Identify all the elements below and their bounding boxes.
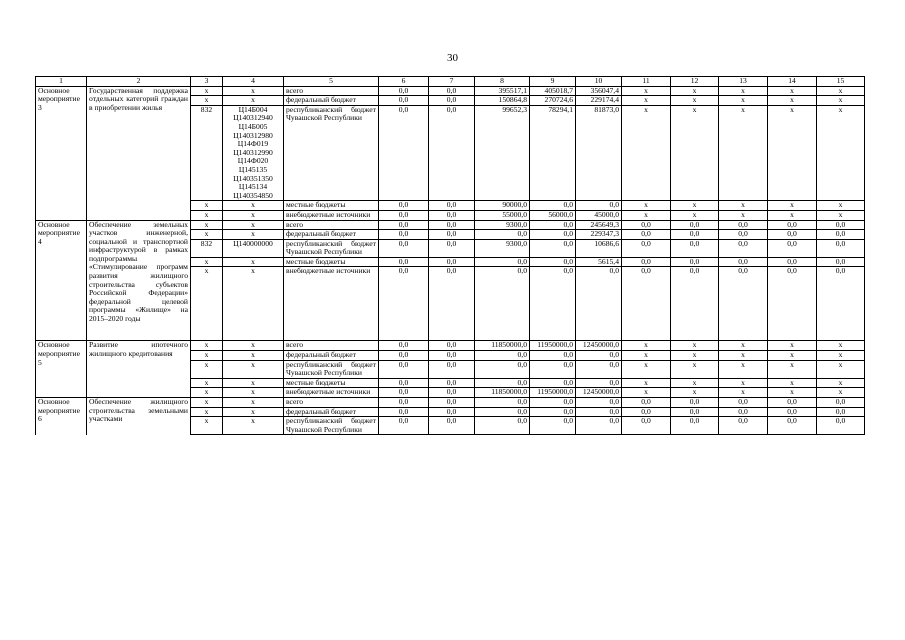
value-2014: 0,0	[379, 417, 429, 435]
value-2014: 0,0	[379, 105, 429, 201]
funding-source: местные бюджеты	[284, 378, 379, 388]
value-2015: 0,0	[429, 267, 475, 341]
value-2014: 0,0	[379, 210, 429, 220]
value-2017: 0,0	[530, 417, 576, 435]
value-2015: 0,0	[429, 341, 475, 351]
value-2023: х	[817, 96, 865, 106]
value-2019: х	[622, 351, 671, 361]
value-2014: 0,0	[379, 351, 429, 361]
header-cell: 8	[475, 77, 530, 87]
value-2016: 11850000,0	[475, 341, 530, 351]
value-2014: 0,0	[379, 398, 429, 408]
value-2016: 0,0	[475, 351, 530, 361]
value-2018: 45000,0	[576, 210, 622, 220]
value-2021: 0,0	[719, 220, 768, 230]
value-2017: 0,0	[530, 267, 576, 341]
value-2020: 0,0	[671, 239, 719, 257]
grbs-code: х	[191, 210, 223, 220]
value-2016: 90000,0	[475, 201, 530, 211]
target-article: х	[223, 378, 284, 388]
value-2016: 395517,1	[475, 86, 530, 96]
value-2022: х	[768, 341, 817, 351]
header-cell: 7	[429, 77, 475, 87]
value-2022: х	[768, 388, 817, 398]
value-2020: 0,0	[671, 398, 719, 408]
event-label: Основное мероприятие 3	[36, 86, 87, 220]
value-2016: 0,0	[475, 378, 530, 388]
value-2015: 0,0	[429, 105, 475, 201]
value-2019: х	[622, 341, 671, 351]
value-2021: 0,0	[719, 230, 768, 240]
header-cell: 15	[817, 77, 865, 87]
value-2018: 12450000,0	[576, 388, 622, 398]
value-2021: х	[719, 351, 768, 361]
target-article: х	[223, 201, 284, 211]
value-2020: х	[671, 201, 719, 211]
value-2017: 0,0	[530, 257, 576, 267]
target-article: х	[223, 96, 284, 106]
event-label: Основное мероприятие 4	[36, 220, 87, 341]
value-2018: 12450000,0	[576, 341, 622, 351]
event-name: Развитие ипотечного жилищного кредитования	[87, 341, 191, 398]
event-name: Государственная поддержка отдельных категорий граждан в приобретении жилья	[87, 86, 191, 220]
value-2014: 0,0	[379, 267, 429, 341]
value-2017: 56000,0	[530, 210, 576, 220]
value-2022: х	[768, 378, 817, 388]
table-row	[36, 341, 865, 351]
value-2018: 0,0	[576, 201, 622, 211]
value-2017: 0,0	[530, 239, 576, 257]
funding-source: федеральный бюджет	[284, 230, 379, 240]
value-2015: 0,0	[429, 388, 475, 398]
grbs-code: х	[191, 267, 223, 341]
event-label: Основное мероприятие 6	[36, 398, 87, 435]
value-2014: 0,0	[379, 257, 429, 267]
value-2016: 0,0	[475, 398, 530, 408]
target-article: х	[223, 398, 284, 408]
value-2017: 0,0	[530, 407, 576, 417]
value-2020: 0,0	[671, 257, 719, 267]
value-2018: 229174,4	[576, 96, 622, 106]
value-2019: 0,0	[622, 267, 671, 341]
value-2023: х	[817, 378, 865, 388]
value-2015: 0,0	[429, 239, 475, 257]
value-2014: 0,0	[379, 407, 429, 417]
target-article: х	[223, 230, 284, 240]
value-2023: 0,0	[817, 230, 865, 240]
value-2019: 0,0	[622, 239, 671, 257]
value-2015: 0,0	[429, 201, 475, 211]
header-cell: 11	[622, 77, 671, 87]
value-2021: 0,0	[719, 239, 768, 257]
header-cell: 5	[284, 77, 379, 87]
funding-source: всего	[284, 86, 379, 96]
header-cell: 2	[87, 77, 191, 87]
value-2021: х	[719, 360, 768, 378]
grbs-code: х	[191, 388, 223, 398]
grbs-code: х	[191, 360, 223, 378]
value-2019: 0,0	[622, 220, 671, 230]
funding-source: внебюджетные источники	[284, 388, 379, 398]
target-article: х	[223, 351, 284, 361]
funding-source: всего	[284, 341, 379, 351]
value-2016: 0,0	[475, 230, 530, 240]
value-2014: 0,0	[379, 201, 429, 211]
value-2018: 0,0	[576, 267, 622, 341]
value-2015: 0,0	[429, 220, 475, 230]
value-2019: х	[622, 105, 671, 201]
value-2016: 9300,0	[475, 239, 530, 257]
header-cell: 4	[223, 77, 284, 87]
value-2015: 0,0	[429, 86, 475, 96]
target-article: х	[223, 86, 284, 96]
value-2022: 0,0	[768, 267, 817, 341]
header-cell: 10	[576, 77, 622, 87]
value-2018: 5615,4	[576, 257, 622, 267]
grbs-code: х	[191, 201, 223, 211]
value-2021: 0,0	[719, 407, 768, 417]
value-2023: 0,0	[817, 257, 865, 267]
value-2021: х	[719, 210, 768, 220]
value-2014: 0,0	[379, 341, 429, 351]
value-2015: 0,0	[429, 398, 475, 408]
value-2023: 0,0	[817, 220, 865, 230]
value-2019: х	[622, 201, 671, 211]
funding-source: местные бюджеты	[284, 257, 379, 267]
value-2014: 0,0	[379, 230, 429, 240]
value-2022: 0,0	[768, 257, 817, 267]
value-2023: х	[817, 86, 865, 96]
value-2015: 0,0	[429, 360, 475, 378]
value-2014: 0,0	[379, 239, 429, 257]
value-2020: 0,0	[671, 220, 719, 230]
value-2014: 0,0	[379, 388, 429, 398]
value-2016: 0,0	[475, 360, 530, 378]
value-2020: 0,0	[671, 417, 719, 435]
value-2021: 0,0	[719, 417, 768, 435]
value-2022: 0,0	[768, 220, 817, 230]
target-article: Ц140000000	[223, 239, 284, 257]
value-2019: х	[622, 388, 671, 398]
value-2016: 55000,0	[475, 210, 530, 220]
value-2015: 0,0	[429, 210, 475, 220]
value-2019: 0,0	[622, 230, 671, 240]
value-2023: х	[817, 210, 865, 220]
grbs-code: х	[191, 220, 223, 230]
value-2019: 0,0	[622, 398, 671, 408]
funding-source: федеральный бюджет	[284, 351, 379, 361]
value-2022: х	[768, 86, 817, 96]
value-2016: 11850000,0	[475, 388, 530, 398]
value-2017: 0,0	[530, 351, 576, 361]
value-2014: 0,0	[379, 378, 429, 388]
value-2019: х	[622, 360, 671, 378]
target-article: х	[223, 210, 284, 220]
value-2014: 0,0	[379, 96, 429, 106]
value-2021: х	[719, 341, 768, 351]
grbs-code: х	[191, 378, 223, 388]
value-2022: 0,0	[768, 417, 817, 435]
value-2019: 0,0	[622, 417, 671, 435]
table-row	[36, 86, 865, 96]
value-2016: 9300,0	[475, 220, 530, 230]
value-2022: 0,0	[768, 407, 817, 417]
event-name: Обеспечение жилищного строительства земельными участками	[87, 398, 191, 435]
value-2021: 0,0	[719, 398, 768, 408]
value-2019: х	[622, 86, 671, 96]
value-2020: х	[671, 378, 719, 388]
grbs-code: х	[191, 230, 223, 240]
header-cell: 14	[768, 77, 817, 87]
value-2018: 0,0	[576, 398, 622, 408]
value-2017: 11950000,0	[530, 341, 576, 351]
value-2018: 81873,0	[576, 105, 622, 201]
value-2016: 0,0	[475, 417, 530, 435]
value-2020: х	[671, 360, 719, 378]
value-2023: 0,0	[817, 417, 865, 435]
page-number: 30	[447, 52, 458, 64]
value-2016: 0,0	[475, 407, 530, 417]
value-2018: 356047,4	[576, 86, 622, 96]
budget-table	[35, 76, 865, 435]
value-2023: 0,0	[817, 267, 865, 341]
value-2020: х	[671, 341, 719, 351]
grbs-code: 832	[191, 239, 223, 257]
value-2015: 0,0	[429, 378, 475, 388]
value-2022: 0,0	[768, 398, 817, 408]
grbs-code: х	[191, 407, 223, 417]
grbs-code: 832	[191, 105, 223, 201]
grbs-code: х	[191, 351, 223, 361]
value-2022: х	[768, 201, 817, 211]
grbs-code: х	[191, 86, 223, 96]
value-2017: 78294,1	[530, 105, 576, 201]
header-cell: 3	[191, 77, 223, 87]
value-2021: х	[719, 105, 768, 201]
value-2021: х	[719, 378, 768, 388]
value-2015: 0,0	[429, 230, 475, 240]
value-2016: 0,0	[475, 267, 530, 341]
value-2018: 0,0	[576, 378, 622, 388]
header-cell: 9	[530, 77, 576, 87]
value-2020: х	[671, 86, 719, 96]
value-2020: 0,0	[671, 407, 719, 417]
value-2023: х	[817, 388, 865, 398]
value-2023: 0,0	[817, 239, 865, 257]
value-2017: 0,0	[530, 360, 576, 378]
grbs-code: х	[191, 257, 223, 267]
value-2014: 0,0	[379, 86, 429, 96]
target-article: Ц14Б004 Ц140312940 Ц14Б005 Ц140312980 Ц14Ф019 Ц140312990 Ц14Ф020 Ц145135 Ц140351350 Ц145134 Ц140354850	[223, 105, 284, 201]
table-row	[36, 220, 865, 230]
value-2017: 270724,6	[530, 96, 576, 106]
value-2020: х	[671, 351, 719, 361]
funding-source: федеральный бюджет	[284, 96, 379, 106]
value-2020: х	[671, 210, 719, 220]
value-2023: х	[817, 341, 865, 351]
value-2015: 0,0	[429, 417, 475, 435]
event-label: Основное мероприятие 5	[36, 341, 87, 398]
value-2015: 0,0	[429, 407, 475, 417]
value-2023: х	[817, 351, 865, 361]
value-2016: 150864,8	[475, 96, 530, 106]
value-2016: 0,0	[475, 257, 530, 267]
value-2023: 0,0	[817, 398, 865, 408]
target-article: х	[223, 341, 284, 351]
grbs-code: х	[191, 96, 223, 106]
header-cell: 6	[379, 77, 429, 87]
grbs-code: х	[191, 398, 223, 408]
funding-source: местные бюджеты	[284, 201, 379, 211]
value-2017: 0,0	[530, 230, 576, 240]
value-2022: 0,0	[768, 230, 817, 240]
value-2020: х	[671, 105, 719, 201]
target-article: х	[223, 257, 284, 267]
value-2023: х	[817, 201, 865, 211]
value-2021: х	[719, 86, 768, 96]
value-2018: 0,0	[576, 417, 622, 435]
value-2023: х	[817, 360, 865, 378]
value-2022: х	[768, 351, 817, 361]
table-row	[36, 398, 865, 408]
value-2021: 0,0	[719, 267, 768, 341]
funding-source: республиканский бюджет Чувашской Республики	[284, 239, 379, 257]
value-2017: 0,0	[530, 378, 576, 388]
value-2015: 0,0	[429, 257, 475, 267]
value-2018: 229347,3	[576, 230, 622, 240]
value-2020: х	[671, 96, 719, 106]
funding-source: республиканский бюджет Чувашской Республики	[284, 360, 379, 378]
value-2022: х	[768, 96, 817, 106]
value-2016: 99652,3	[475, 105, 530, 201]
value-2021: х	[719, 388, 768, 398]
funding-source: внебюджетные источники	[284, 267, 379, 341]
target-article: х	[223, 360, 284, 378]
grbs-code: х	[191, 417, 223, 435]
value-2021: 0,0	[719, 257, 768, 267]
value-2021: х	[719, 201, 768, 211]
value-2022: 0,0	[768, 239, 817, 257]
value-2022: х	[768, 105, 817, 201]
header-cell: 1	[36, 77, 87, 87]
value-2019: 0,0	[622, 407, 671, 417]
header-cell: 13	[719, 77, 768, 87]
value-2018: 10686,6	[576, 239, 622, 257]
target-article: х	[223, 407, 284, 417]
funding-source: внебюджетные источники	[284, 210, 379, 220]
value-2019: х	[622, 210, 671, 220]
target-article: х	[223, 267, 284, 341]
value-2017: 405018,7	[530, 86, 576, 96]
value-2023: 0,0	[817, 407, 865, 417]
value-2018: 0,0	[576, 351, 622, 361]
value-2017: 0,0	[530, 398, 576, 408]
funding-source: республиканский бюджет Чувашской Республики	[284, 105, 379, 201]
value-2019: х	[622, 96, 671, 106]
header-cell: 12	[671, 77, 719, 87]
value-2020: 0,0	[671, 267, 719, 341]
target-article: х	[223, 417, 284, 435]
value-2018: 245649,3	[576, 220, 622, 230]
header-row	[36, 77, 865, 87]
funding-source: всего	[284, 398, 379, 408]
value-2017: 0,0	[530, 220, 576, 230]
funding-source: всего	[284, 220, 379, 230]
value-2023: х	[817, 105, 865, 201]
value-2022: х	[768, 210, 817, 220]
value-2015: 0,0	[429, 351, 475, 361]
value-2020: х	[671, 388, 719, 398]
funding-source: федеральный бюджет	[284, 407, 379, 417]
value-2017: 11950000,0	[530, 388, 576, 398]
value-2021: х	[719, 96, 768, 106]
value-2019: х	[622, 378, 671, 388]
value-2020: 0,0	[671, 230, 719, 240]
value-2018: 0,0	[576, 407, 622, 417]
value-2018: 0,0	[576, 360, 622, 378]
value-2022: х	[768, 360, 817, 378]
target-article: х	[223, 220, 284, 230]
value-2015: 0,0	[429, 96, 475, 106]
event-name: Обеспечение земельных участков инженерной, социальной и транспортной инфраструктурой в рамках подпрограммы «Стимулирование программ развития жилищного строительства субъектов Российской Федерации» федеральной целевой программы «Жилище» на 2015–2020 годы	[87, 220, 191, 341]
grbs-code: х	[191, 341, 223, 351]
funding-source: республиканский бюджет Чувашской Республики	[284, 417, 379, 435]
value-2019: 0,0	[622, 257, 671, 267]
value-2017: 0,0	[530, 201, 576, 211]
value-2014: 0,0	[379, 360, 429, 378]
target-article: х	[223, 388, 284, 398]
value-2014: 0,0	[379, 220, 429, 230]
